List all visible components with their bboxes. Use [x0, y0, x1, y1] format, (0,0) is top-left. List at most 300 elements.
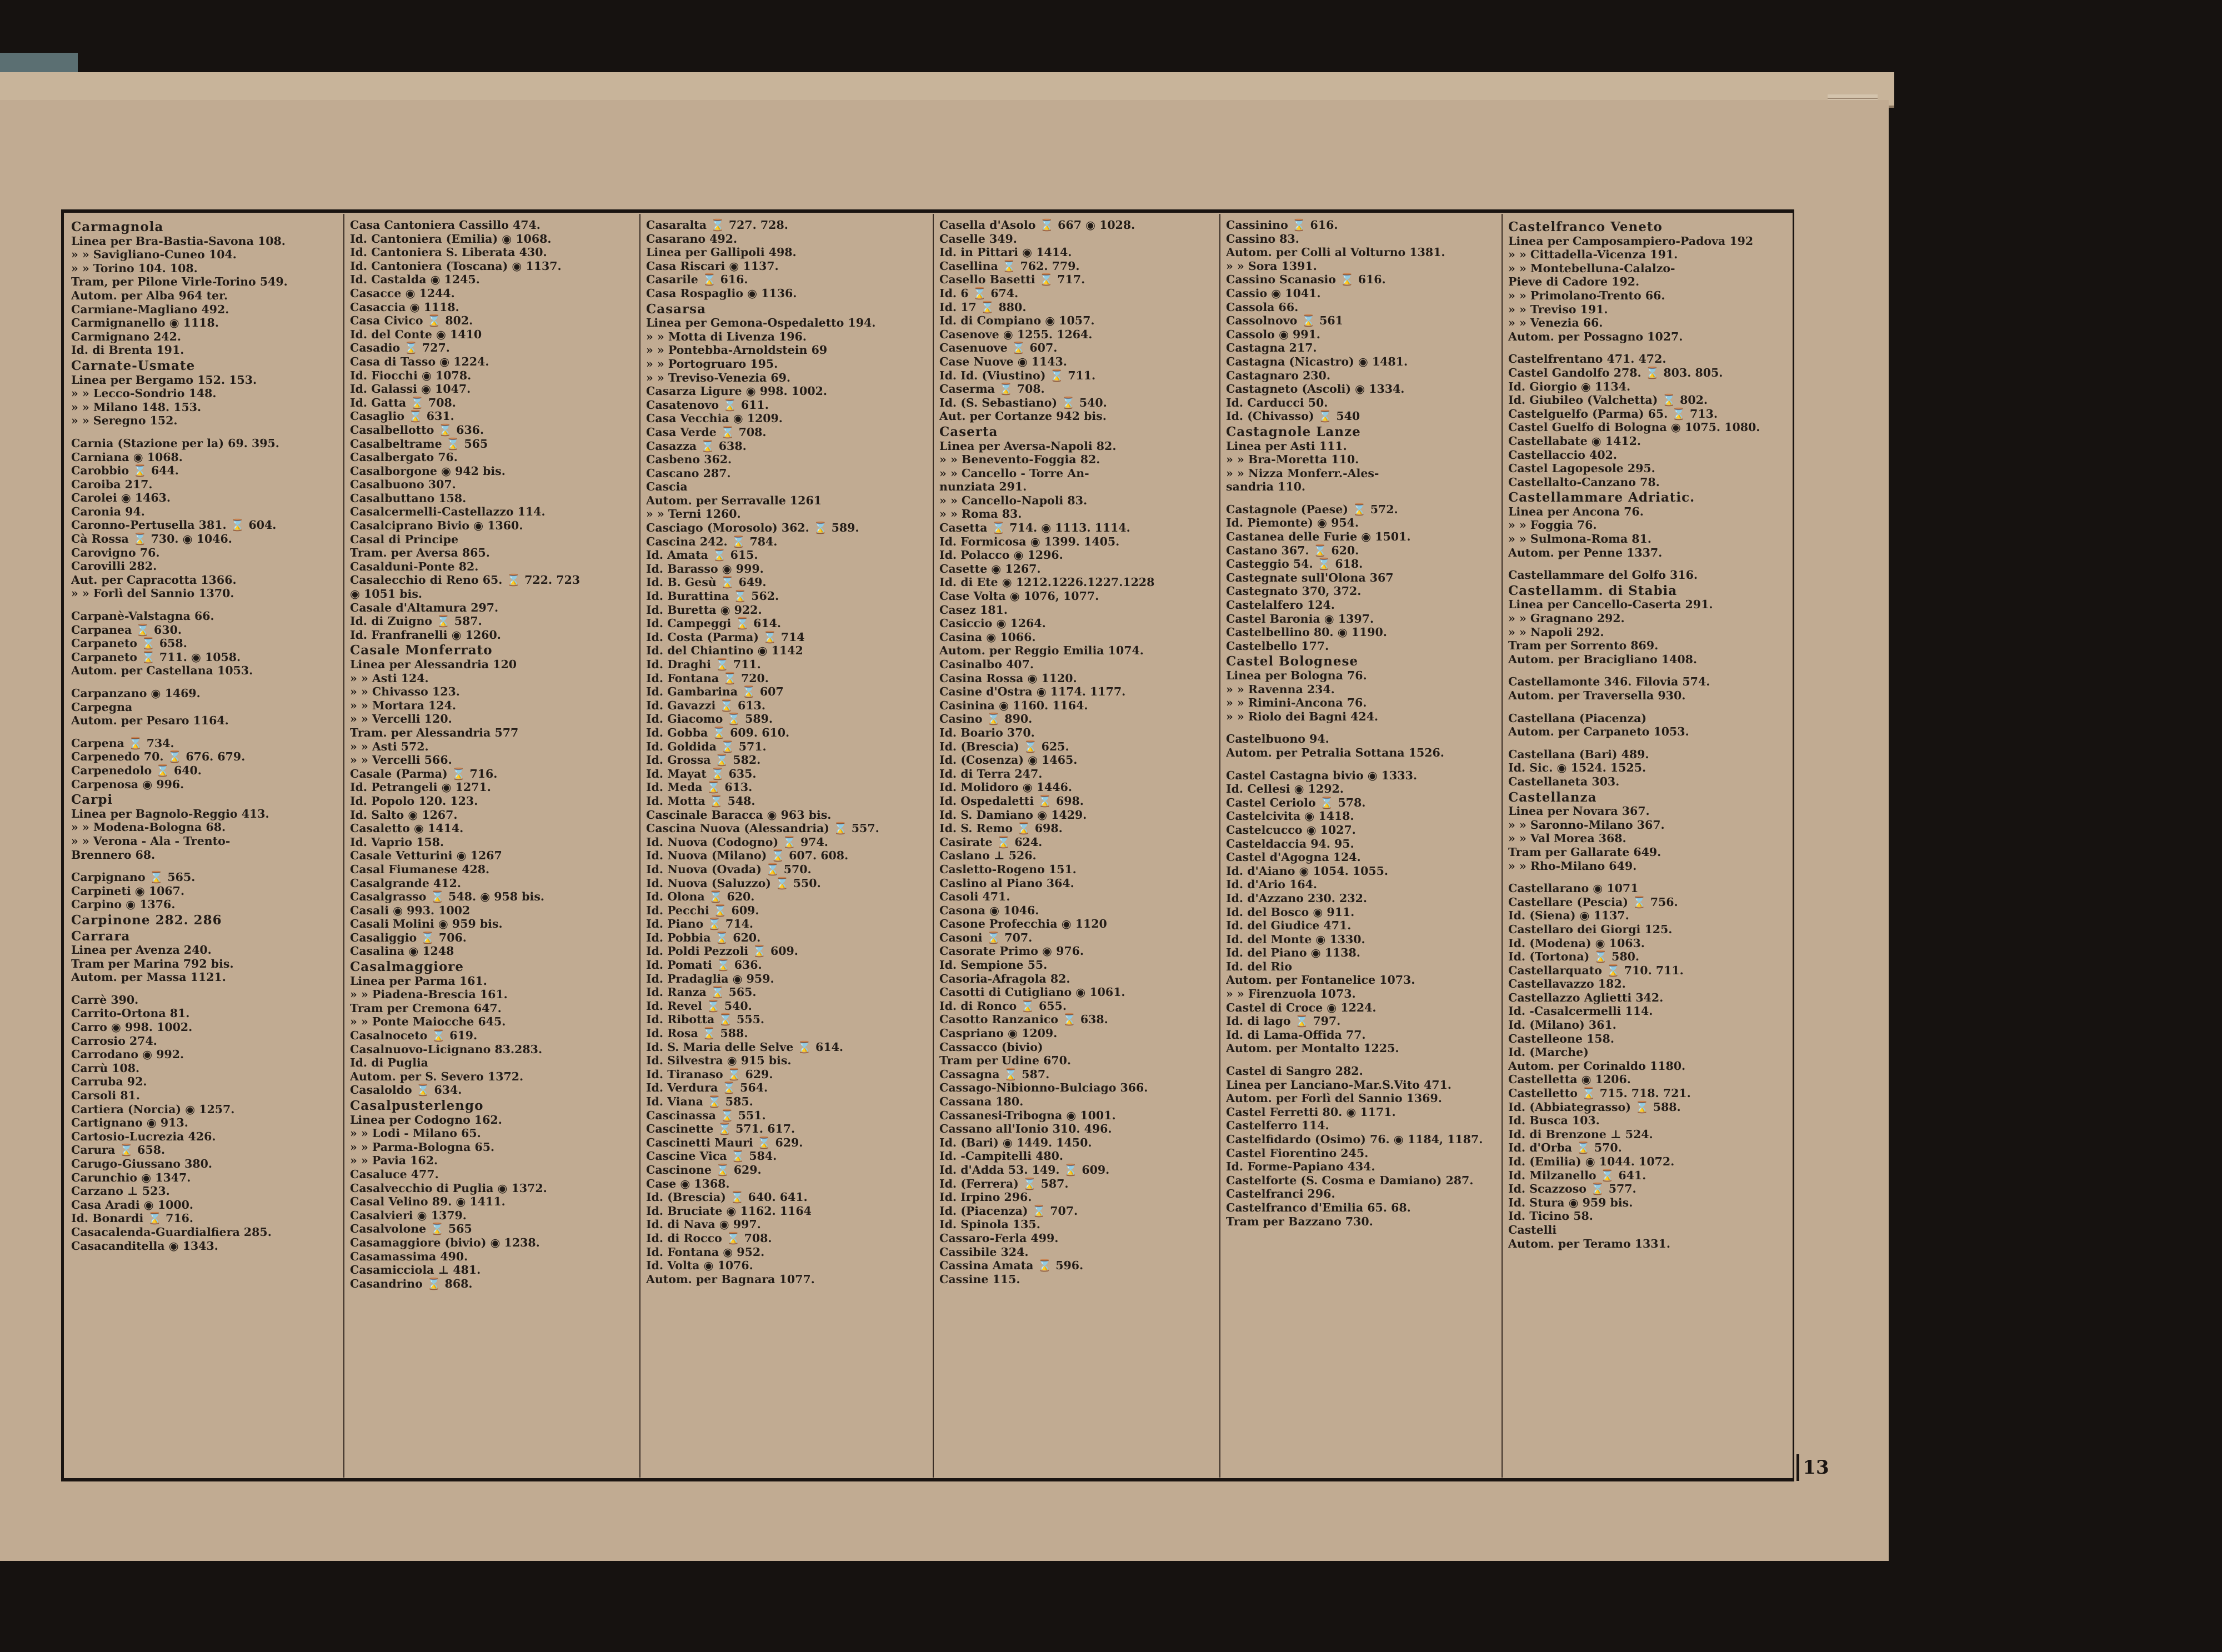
index-entry: Casal Fiumanese 428. [350, 862, 490, 876]
index-entry: Id. d'Ario 164. [1226, 878, 1318, 892]
index-entry: sandria 110. [1226, 480, 1305, 494]
index-entry: Id. Silvestra ◉ 915 bis. [646, 1054, 792, 1068]
index-entry: Id. in Pittari ◉ 1414. [939, 246, 1072, 259]
index-entry: Id. (Chivasso) ⌛ 540 [1226, 409, 1360, 423]
index-entry: Id. d'Azzano 230. 232. [1226, 891, 1367, 905]
index-entry: Casalvieri ◉ 1379. [350, 1208, 467, 1222]
index-entry: » » Mortara 124. [350, 698, 456, 712]
index-entry: Casalbuono 307. [350, 478, 456, 492]
index-entry: Cassolnovo ⌛ 561 [1226, 314, 1343, 328]
index-entry: Id. Sempione 55. [939, 958, 1048, 972]
index-entry: Id. (Bari) ◉ 1449. 1450. [939, 1135, 1092, 1149]
index-entry: Caronia 94. [71, 504, 145, 518]
index-entry: Tram. per Alessandria 577 [350, 725, 519, 739]
index-entry: Autom. per Traversella 930. [1508, 689, 1686, 702]
index-entry: Castelbello 177. [1226, 639, 1329, 653]
entry-heading: Castelfranco Veneto [1508, 221, 1663, 234]
index-entry: Id. Fontana ⌛ 720. [646, 671, 769, 685]
index-entry: Castellarquato ⌛ 710. 711. [1508, 963, 1684, 977]
index-entry: Id. (Siena) ◉ 1137. [1508, 909, 1629, 923]
index-entry: Casalina ◉ 1248 [350, 944, 454, 958]
index-entry: Id. Olona ⌛ 620. [646, 890, 755, 904]
index-entry: Id. del Chiantino ◉ 1142 [646, 644, 803, 658]
index-entry: Carpegna [71, 700, 133, 714]
index-entry: Cassino 83. [1226, 232, 1299, 246]
index-entry: Autom. per Castellana 1053. [71, 664, 253, 678]
entry-heading: Carmagnola [71, 221, 164, 234]
index-entry: Linea per Gallipoli 498. [646, 246, 797, 259]
index-entry: Casacce ◉ 1244. [350, 286, 455, 300]
index-entry: Casella d'Asolo ⌛ 667 ◉ 1028. [939, 218, 1135, 232]
index-entry: Id. Scazzoso ⌛ 577. [1508, 1182, 1637, 1196]
index-entry: Carpanzano ◉ 1469. [71, 687, 201, 700]
index-entry: Castellabate ◉ 1412. [1508, 434, 1641, 448]
index-entry: Id. Fontana ◉ 952. [646, 1245, 765, 1259]
index-entry: Casalnoceto ⌛ 619. [350, 1029, 478, 1043]
index-entry: Castellana (Piacenza) [1508, 711, 1647, 725]
index-entry: Casa Vecchia ◉ 1209. [646, 412, 783, 425]
entry-heading: Carpi [71, 793, 113, 807]
index-entry: Casandrino ⌛ 868. [350, 1276, 473, 1290]
index-entry: Linea per Bra-Bastia-Savona 108. [71, 234, 286, 248]
index-entry: Carpaneto ⌛ 658. [71, 637, 187, 650]
index-entry: Cascina 242. ⌛ 784. [646, 534, 778, 548]
index-entry: Id. di Compiano ◉ 1057. [939, 314, 1095, 328]
index-entry: Case Nuove ◉ 1143. [939, 354, 1067, 368]
entry-heading: Castellamm. di Stabia [1508, 584, 1678, 598]
index-entry: Castel Ceriolo ⌛ 578. [1226, 795, 1366, 809]
index-entry: Castelfranci 296. [1226, 1187, 1335, 1201]
index-entry: Id. S. Maria delle Selve ⌛ 614. [646, 1040, 843, 1054]
index-entry: Id. Milzanello ⌛ 641. [1508, 1168, 1647, 1182]
index-entry: Tram. per Aversa 865. [350, 546, 490, 560]
index-entry: Id. Forme-Papiano 434. [1226, 1160, 1375, 1174]
index-entry: Id. Amata ⌛ 615. [646, 548, 758, 562]
index-entry: Autom. per Pesaro 1164. [71, 714, 229, 728]
index-entry: Carpineti ◉ 1067. [71, 884, 185, 898]
index-entry: » » Roma 83. [939, 507, 1022, 521]
index-entry: Casadio ⌛ 727. [350, 341, 450, 355]
index-entry: Castellarano ◉ 1071 [1508, 882, 1639, 895]
index-entry: » » Milano 148. 153. [71, 400, 202, 414]
index-entry: Id. Gambarina ⌛ 607 [646, 685, 784, 699]
index-entry: Autom. per Massa 1121. [71, 970, 226, 984]
index-entry: Cassino Scanasio ⌛ 616. [1226, 273, 1386, 287]
index-entry: Id. Poldi Pezzoli ⌛ 609. [646, 944, 798, 958]
index-entry: Casalbergato 76. [350, 450, 458, 464]
index-entry: Id. Gatta ⌛ 708. [350, 396, 456, 409]
index-entry: Id. Motta ⌛ 548. [646, 794, 755, 808]
index-entry: » » Motta di Livenza 196. [646, 329, 807, 343]
index-entry: Carrosio 274. [71, 1034, 157, 1048]
index-entry: » » Pontebba-Arnoldstein 69 [646, 343, 828, 357]
index-entry: Cascina Nuova (Alessandria) ⌛ 557. [646, 822, 879, 835]
index-entry: Carsoli 81. [71, 1089, 140, 1103]
entry-heading: Caserta [939, 425, 998, 439]
index-entry: Id. Gavazzi ⌛ 613. [646, 698, 765, 712]
index-entry: Id. Barasso ◉ 999. [646, 562, 764, 575]
index-entry: Caronno-Pertusella 381. ⌛ 604. [71, 518, 277, 532]
index-entry: Castelbellino 80. ◉ 1190. [1226, 625, 1387, 639]
index-entry: Id. Giubileo (Valchetta) ⌛ 802. [1508, 393, 1708, 407]
index-entry: Id. Id. (Viustino) ⌛ 711. [939, 368, 1096, 382]
index-entry: Castano 367. ⌛ 620. [1226, 543, 1359, 557]
index-entry: Carpenedo 70. ⌛ 676. 679. [71, 750, 246, 764]
index-entry: Castagna (Nicastro) ◉ 1481. [1226, 354, 1408, 368]
index-entry: Id. (S. Sebastiano) ⌛ 540. [939, 396, 1107, 409]
index-entry: Id. (Cosenza) ◉ 1465. [939, 753, 1078, 767]
entry-heading: Castellanza [1508, 790, 1597, 805]
index-entry: Id. di Terra 247. [939, 767, 1043, 780]
index-entry: Id. 17 ⌛ 880. [939, 300, 1027, 314]
index-entry: Linea per Parma 161. [350, 974, 487, 988]
index-entry: Casalecchio di Reno 65. ⌛ 722. 723 [350, 573, 580, 587]
index-entry: Cartignano ◉ 913. [71, 1116, 188, 1130]
index-entry: Casa Cantoniera Cassillo 474. [350, 218, 541, 232]
index-entry: Castelbuono 94. [1226, 732, 1329, 746]
index-entry: Cascano 287. [646, 466, 731, 480]
index-entry: Linea per Cancello-Caserta 291. [1508, 598, 1713, 612]
index-entry: Cassanesi-Tribogna ◉ 1001. [939, 1108, 1116, 1122]
index-entry: » » Gragnano 292. [1508, 612, 1625, 625]
index-entry: Castelalfero 124. [1226, 598, 1335, 612]
index-entry: Carnia (Stazione per la) 69. 395. [71, 436, 279, 450]
index-entry: Id. Volta ◉ 1076. [646, 1259, 753, 1273]
index-entry: Carpenosa ◉ 996. [71, 777, 184, 791]
entry-heading: Casarsa [646, 302, 707, 317]
index-entry: Carpanè-Valstagna 66. [71, 609, 214, 623]
index-entry: Castelcucco ◉ 1027. [1226, 823, 1356, 837]
index-entry: Aut. per Capracotta 1366. [71, 573, 237, 587]
index-entry: Pieve di Cadore 192. [1508, 275, 1640, 289]
index-entry: Cassagna ⌛ 587. [939, 1067, 1050, 1081]
index-entry: Casa Aradi ◉ 1000. [71, 1198, 194, 1212]
index-entry: Castellaccio 402. [1508, 448, 1618, 462]
index-entry: Casale Vetturini ◉ 1267 [350, 849, 502, 863]
index-entry: Id. Vaprio 158. [350, 835, 444, 849]
index-entry: Autom. per Reggio Emilia 1074. [939, 644, 1144, 658]
index-column-2 [343, 214, 639, 1478]
index-entry: Casiccio ◉ 1264. [939, 617, 1046, 630]
index-entry: Autom. per Fontanelice 1073. [1226, 973, 1415, 987]
index-entry: Tram per Marina 792 bis. [71, 957, 234, 970]
index-entry: Cascinassa ⌛ 551. [646, 1108, 766, 1122]
index-entry: Tram per Sorrento 869. [1508, 639, 1659, 653]
index-entry: Casa Civico ⌛ 802. [350, 314, 473, 328]
index-entry: Casaletto ◉ 1414. [350, 822, 464, 835]
index-entry: Cassio ◉ 1041. [1226, 286, 1321, 300]
index-entry: Aut. per Cortanze 942 bis. [939, 409, 1107, 423]
index-entry: » » Venezia 66. [1508, 316, 1603, 330]
index-entry: Id. Goldida ⌛ 571. [646, 739, 767, 753]
index-entry: Id. Revel ⌛ 540. [646, 999, 752, 1013]
index-entry: Id. (Modena) ◉ 1063. [1508, 936, 1645, 950]
index-entry: Castelforte (S. Cosma e Damiano) 287. [1226, 1173, 1474, 1187]
index-entry: Castelguelfo (Parma) 65. ⌛ 713. [1508, 407, 1718, 420]
index-entry: Id. di Puglia [350, 1056, 428, 1070]
index-entry: nunziata 291. [939, 480, 1027, 494]
index-entry: Castel d'Agogna 124. [1226, 850, 1361, 864]
index-entry: » » Saronno-Milano 367. [1508, 818, 1665, 832]
index-entry: Casatenovo ⌛ 611. [646, 398, 769, 412]
index-entry: Cascine Vica ⌛ 584. [646, 1149, 777, 1163]
index-entry: Castel Lagopesole 295. [1508, 462, 1655, 475]
index-entry: Casalbuttano 158. [350, 491, 467, 505]
index-entry: Carrè 390. [71, 993, 139, 1007]
index-entry: Caroiba 217. [71, 477, 153, 491]
index-entry: Id. Nuova (Milano) ⌛ 607. 608. [646, 849, 849, 863]
index-entry: Id. d'Aiano ◉ 1054. 1055. [1226, 864, 1389, 878]
index-entry: Cascia [646, 480, 688, 494]
index-entry: Carobbio ⌛ 644. [71, 464, 179, 478]
index-entry: Carmiane-Magliano 492. [71, 302, 229, 316]
index-entry: Carruba 92. [71, 1075, 147, 1089]
index-entry: Tram per Gallarate 649. [1508, 845, 1662, 859]
index-entry: Id. Ospedaletti ⌛ 698. [939, 794, 1084, 808]
index-entry: Cassine 115. [939, 1272, 1020, 1286]
index-entry: Id. (Ferrera) ⌛ 587. [939, 1177, 1069, 1190]
index-entry: Casine d'Ostra ◉ 1174. 1177. [939, 685, 1126, 699]
index-entry: Caselle 349. [939, 232, 1017, 246]
index-entry: Autom. per S. Severo 1372. [350, 1069, 524, 1083]
index-entry: Casalciprano Bivio ◉ 1360. [350, 519, 523, 533]
index-entry: Casoria-Afragola 82. [939, 972, 1070, 985]
index-entry: Casarza Ligure ◉ 998. 1002. [646, 384, 827, 398]
index-entry: Casletto-Rogeno 151. [939, 862, 1077, 876]
index-entry: Casinalbo 407. [939, 658, 1034, 671]
entry-heading: Casalmaggiore [350, 960, 464, 974]
index-entry: Casez 181. [939, 603, 1008, 617]
index-entry: Cassano all'Ionio 310. 496. [939, 1122, 1112, 1136]
index-entry: Casaralta ⌛ 727. 728. [646, 218, 788, 232]
index-entry: Casteggio 54. ⌛ 618. [1226, 557, 1363, 571]
index-entry: Castanea delle Furie ◉ 1501. [1226, 530, 1411, 544]
index-entry: Casamaggiore (bivio) ◉ 1238. [350, 1235, 540, 1249]
index-entry: Id. del Conte ◉ 1410 [350, 327, 482, 341]
index-entry: Casinina ◉ 1160. 1164. [939, 698, 1088, 712]
index-entry: Autom. per Bracigliano 1408. [1508, 652, 1698, 666]
index-entry: Carzano ⊥ 523. [71, 1184, 170, 1198]
index-entry: Caspriano ◉ 1209. [939, 1027, 1058, 1040]
index-entry: Id. Nuova (Codogno) ⌛ 974. [646, 835, 828, 849]
index-entry: Id. Nuova (Ovada) ⌛ 570. [646, 862, 812, 876]
entry-heading: Casalpusterlengo [350, 1099, 484, 1113]
index-entry: Id. Draghi ⌛ 711. [646, 658, 761, 671]
entry-heading: Carnate-Usmate [71, 359, 196, 373]
index-column-5 [1219, 214, 1502, 1478]
index-entry: Carrito-Ortona 81. [71, 1007, 190, 1020]
index-entry: Casoni ⌛ 707. [939, 930, 1033, 944]
index-entry: Cassana 180. [939, 1095, 1024, 1108]
index-entry: Id. Piemonte) ◉ 954. [1226, 516, 1359, 530]
index-entry: » » Ravenna 234. [1226, 682, 1335, 696]
index-entry: Casalvolone ⌛ 565 [350, 1222, 472, 1236]
index-entry: Id. Cantoniera (Emilia) ◉ 1068. [350, 232, 552, 246]
index-entry: » » Lecco-Sondrio 148. [71, 387, 217, 401]
index-entry: » » Montebelluna-Calalzo- [1508, 261, 1675, 275]
index-entry: Castelli [1508, 1223, 1557, 1237]
index-entry: Linea per Bagnolo-Reggio 413. [71, 807, 269, 820]
index-entry: Carro ◉ 998. 1002. [71, 1020, 193, 1034]
index-entry: Id. Polacco ◉ 1296. [939, 548, 1063, 562]
index-entry: Carura ⌛ 658. [71, 1143, 166, 1157]
index-entry: Castelfrentano 471. 472. [1508, 352, 1666, 366]
index-entry: Carpenedolo ⌛ 640. [71, 763, 202, 777]
index-entry: Id. Burattina ⌛ 562. [646, 589, 779, 603]
index-entry: Id. Castalda ◉ 1245. [350, 273, 480, 287]
index-entry: Casette ◉ 1267. [939, 562, 1041, 575]
index-entry: Id. 6 ⌛ 674. [939, 286, 1019, 300]
index-entry: Id. di Ete ◉ 1212.1226.1227.1228 [939, 575, 1155, 589]
index-entry: Casalcermelli-Castellazzo 114. [350, 505, 546, 519]
index-entry: Autom. per Alba 964 ter. [71, 288, 228, 302]
index-column-6 [1502, 214, 1794, 1478]
index-entry: » » Lodi - Milano 65. [350, 1127, 481, 1140]
index-entry: Castelletta ◉ 1206. [1508, 1073, 1631, 1087]
index-entry: Cassolo ◉ 991. [1226, 327, 1320, 341]
index-entry: Id. Carducci 50. [1226, 396, 1328, 409]
index-entry: Id. Cellesi ◉ 1292. [1226, 782, 1344, 796]
index-entry: » » Vercelli 566. [350, 753, 452, 767]
index-entry: Casale (Parma) ⌛ 716. [350, 767, 498, 780]
index-entry: Id. Fiocchi ◉ 1078. [350, 368, 472, 382]
index-entry: Carovilli 282. [71, 559, 157, 573]
index-entry: Castel di Sangro 282. [1226, 1064, 1363, 1078]
index-entry: Castel Baronia ◉ 1397. [1226, 612, 1374, 625]
index-entry: Id. S. Damiano ◉ 1429. [939, 808, 1087, 822]
index-entry: Id. Popolo 120. 123. [350, 794, 478, 808]
index-entry: Linea per Alessandria 120 [350, 658, 517, 671]
index-entry: Brennero 68. [71, 848, 156, 862]
index-entry: Linea per Aversa-Napoli 82. [939, 439, 1117, 453]
entry-heading: Carpinone 282. 286 [71, 913, 222, 928]
index-entry: Carovigno 76. [71, 545, 160, 559]
index-entry: » » Chivasso 123. [350, 685, 460, 699]
index-entry: Castellare (Pescia) ⌛ 756. [1508, 895, 1678, 909]
index-entry: » » Rho-Milano 649. [1508, 859, 1637, 873]
index-entry: Castagna 217. [1226, 341, 1317, 355]
index-entry: Casina Rossa ◉ 1120. [939, 671, 1077, 685]
index-entry: Carmignano 242. [71, 329, 182, 343]
index-entry: Casirate ⌛ 624. [939, 835, 1043, 849]
index-entry: Cassinino ⌛ 616. [1226, 218, 1338, 232]
index-entry: Casorate Primo ◉ 976. [939, 944, 1084, 958]
index-entry: Id. Tiranaso ⌛ 629. [646, 1067, 773, 1081]
index-entry: Casellina ⌛ 762. 779. [939, 259, 1080, 273]
index-entry: Cassola 66. [1226, 300, 1299, 314]
page-number: 13 [1796, 1454, 1833, 1481]
index-entry: Carugo-Giussano 380. [71, 1157, 213, 1170]
index-entry: Casenuove ⌛ 607. [939, 341, 1058, 355]
index-entry: » » Portogruaro 195. [646, 357, 778, 371]
index-entry: Casali Molini ◉ 959 bis. [350, 917, 503, 931]
index-entry: Id. (Piacenza) ⌛ 707. [939, 1204, 1078, 1218]
index-entry: Id. d'Adda 53. 149. ⌛ 609. [939, 1163, 1110, 1177]
index-entry: Castagnole (Paese) ⌛ 572. [1226, 502, 1398, 516]
index-entry: Id. Busca 103. [1508, 1114, 1600, 1128]
index-entry: Casino ⌛ 890. [939, 712, 1033, 726]
index-entry: Castellammare del Golfo 316. [1508, 568, 1698, 582]
index-entry: Id. -Campitelli 480. [939, 1149, 1064, 1163]
index-entry: Autom. per Possagno 1027. [1508, 329, 1683, 343]
index-entry: Id. Cantoniera (Toscana) ◉ 1137. [350, 259, 562, 273]
index-entry: Castel Fiorentino 245. [1226, 1146, 1369, 1160]
entry-heading: Castel Bolognese [1226, 655, 1359, 669]
index-entry: Castellaneta 303. [1508, 774, 1620, 788]
index-entry: Castelleone 158. [1508, 1032, 1614, 1045]
index-entry: » » Riolo dei Bagni 424. [1226, 709, 1378, 723]
index-entry: Id. Stura ◉ 959 bis. [1508, 1195, 1633, 1209]
index-entry: Linea per Gemona-Ospedaletto 194. [646, 316, 876, 330]
index-entry: » » Savigliano-Cuneo 104. [71, 248, 237, 262]
index-entry: Casalgrasso ⌛ 548. ◉ 958 bis. [350, 890, 545, 904]
index-entry: Carmignanello ◉ 1118. [71, 316, 219, 330]
entry-heading: Castagnole Lanze [1226, 425, 1361, 439]
index-entry: Carpanea ⌛ 630. [71, 623, 182, 637]
index-entry: Tram, per Pilone Virle-Torino 549. [71, 275, 288, 289]
index-entry: » » Bra-Moretta 110. [1226, 453, 1359, 467]
index-entry: Casamicciola ⊥ 481. [350, 1263, 481, 1277]
index-entry: Id. Boario 370. [939, 725, 1035, 739]
index-entry: Casalnuovo-Licignano 83.283. [350, 1042, 543, 1056]
index-entry: Id. Molidoro ◉ 1446. [939, 780, 1072, 794]
index-entry: Castellavazzo 182. [1508, 977, 1626, 991]
index-entry: Castegnato 370, 372. [1226, 584, 1362, 598]
index-entry: Id. del Giudice 471. [1226, 919, 1352, 933]
index-entry: » » Asti 124. [350, 671, 429, 685]
index-entry: Caslino al Piano 364. [939, 876, 1074, 890]
index-entry: » » Asti 572. [350, 739, 429, 753]
index-entry: Castel Guelfo di Bologna ◉ 1075. 1080. [1508, 420, 1760, 434]
index-entry: Id. (Brescia) ⌛ 625. [939, 739, 1069, 753]
index-entry: Castellaro dei Giorgi 125. [1508, 922, 1673, 936]
index-entry: Id. Buretta ◉ 922. [646, 603, 762, 617]
index-entry: Casacanditella ◉ 1343. [71, 1239, 218, 1253]
index-entry: Id. Rosa ⌛ 588. [646, 1027, 748, 1040]
index-entry: Casciago (Morosolo) 362. ⌛ 589. [646, 521, 859, 535]
index-entry: Carolei ◉ 1463. [71, 491, 171, 505]
index-entry: » » Cancello - Torre An- [939, 466, 1089, 480]
index-entry: Casa Verde ⌛ 708. [646, 425, 767, 439]
index-entry: Casenove ◉ 1255. 1264. [939, 327, 1093, 341]
index-entry: Casina ◉ 1066. [939, 630, 1036, 644]
index-entry: » » Primolano-Trento 66. [1508, 288, 1665, 302]
index-entry: Id. di Zuigno ⌛ 587. [350, 614, 482, 628]
index-entry: Id. Verdura ⌛ 564. [646, 1081, 768, 1095]
index-entry: Id. Giacomo ⌛ 589. [646, 712, 773, 726]
index-entry: Casarano 492. [646, 232, 738, 246]
index-entry: Carrodano ◉ 992. [71, 1048, 184, 1062]
index-entry: » » Seregno 152. [71, 414, 178, 428]
index-entry: Castegnate sull'Olona 367 [1226, 570, 1394, 584]
index-entry: Casale d'Altamura 297. [350, 600, 499, 614]
index-entry: Linea per Bologna 76. [1226, 669, 1367, 682]
index-entry: Casotti di Cutigliano ◉ 1061. [939, 985, 1125, 999]
index-entry: Linea per Novara 367. [1508, 804, 1650, 818]
index-entry: Linea per Lanciano-Mar.S.Vito 471. [1226, 1078, 1452, 1092]
index-entry: » » Firenzuola 1073. [1226, 987, 1356, 1001]
index-entry: Tram per Udine 670. [939, 1054, 1072, 1068]
index-entry: Castellamonte 346. Filovia 574. [1508, 675, 1710, 689]
index-entry: Castelletto ⌛ 715. 718. 721. [1508, 1087, 1691, 1100]
index-entry: Id. (Brescia) ⌛ 640. 641. [646, 1190, 808, 1204]
entry-heading: Carrara [71, 929, 131, 944]
index-entry: Castellana (Bari) 489. [1508, 747, 1649, 761]
index-entry: Castelferro 114. [1226, 1119, 1329, 1133]
index-entry: Cassina Amata ⌛ 596. [939, 1259, 1084, 1273]
index-entry: Cassacco (bivio) [939, 1040, 1043, 1054]
index-entry: Carpino ◉ 1376. [71, 898, 176, 912]
